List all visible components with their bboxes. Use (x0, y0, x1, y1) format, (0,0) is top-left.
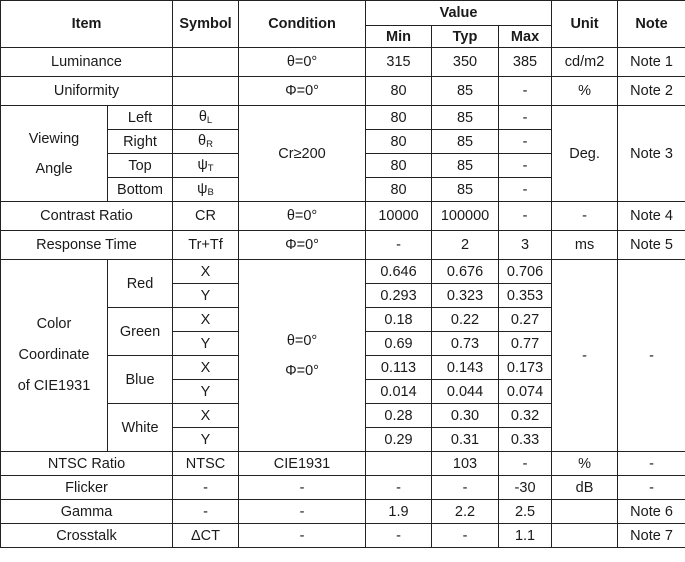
symbol-cell: CR (173, 202, 239, 231)
item-cell: NTSC Ratio (1, 452, 173, 476)
unit-cell: dB (552, 476, 618, 500)
item-line: Color (36, 316, 72, 332)
unit-cell: - (552, 202, 618, 231)
symbol-cell: Y (173, 428, 239, 452)
direction-cell: Left (108, 106, 173, 130)
item-cell: Gamma (1, 500, 173, 524)
max-cell: 0.33 (499, 428, 552, 452)
max-cell: 0.173 (499, 356, 552, 380)
unit-cell (552, 500, 618, 524)
symbol-cell: Y (173, 332, 239, 356)
header-unit: Unit (552, 1, 618, 48)
note-cell: Note 7 (618, 524, 685, 548)
item-cell: Crosstalk (1, 524, 173, 548)
symbol-glyph: ψ (197, 157, 208, 173)
condition-cell: - (239, 524, 366, 548)
max-cell: 3 (499, 231, 552, 260)
min-cell (366, 452, 432, 476)
table-row-ntsc (1, 452, 685, 476)
min-cell: 0.28 (366, 404, 432, 428)
max-cell: 0.706 (499, 260, 552, 284)
header-symbol: Symbol (173, 1, 239, 48)
symbol-subscript: B (207, 187, 214, 198)
color-name-cell: Blue (108, 356, 173, 404)
symbol-subscript: L (206, 115, 213, 126)
max-cell: 0.27 (499, 308, 552, 332)
symbol-cell: X (173, 260, 239, 284)
note-cell: - (618, 476, 685, 500)
typ-cell: 85 (432, 178, 499, 202)
condition-line: θ=0° (286, 332, 318, 349)
typ-cell: 0.143 (432, 356, 499, 380)
note-cell: Note 1 (618, 48, 685, 77)
min-cell: 0.646 (366, 260, 432, 284)
max-cell: 0.074 (499, 380, 552, 404)
color-coordinate-item (1, 260, 108, 452)
condition-cell: - (239, 476, 366, 500)
table-row-luminance (1, 48, 685, 77)
table-row-flicker (1, 476, 685, 500)
symbol-cell: - (173, 476, 239, 500)
max-cell: 2.5 (499, 500, 552, 524)
typ-cell: 0.676 (432, 260, 499, 284)
header-max: Max (499, 26, 552, 48)
typ-cell: 0.22 (432, 308, 499, 332)
table-row-uniformity (1, 77, 685, 106)
note-cell: Note 6 (618, 500, 685, 524)
min-cell: - (366, 231, 432, 260)
typ-cell: 100000 (432, 202, 499, 231)
direction-cell: Bottom (108, 178, 173, 202)
condition-cell (239, 260, 366, 452)
min-cell: 1.9 (366, 500, 432, 524)
max-cell: - (499, 178, 552, 202)
symbol-cell (173, 106, 239, 130)
note-cell: Note 2 (618, 77, 685, 106)
unit-cell: Deg. (552, 106, 618, 202)
max-cell: - (499, 154, 552, 178)
symbol-cell (173, 178, 239, 202)
item-cell: Flicker (1, 476, 173, 500)
item-line: of CIE1931 (17, 378, 91, 394)
typ-cell: 350 (432, 48, 499, 77)
symbol-cell: X (173, 404, 239, 428)
condition-cell: CIE1931 (239, 452, 366, 476)
item-line: Angle (35, 160, 73, 177)
max-cell: - (499, 202, 552, 231)
min-cell: 80 (366, 77, 432, 106)
item-cell: Response Time (1, 231, 173, 260)
typ-cell: 85 (432, 77, 499, 106)
symbol-cell: Y (173, 380, 239, 404)
table-row-contrast (1, 202, 685, 231)
min-cell: 80 (366, 106, 432, 130)
min-cell: 80 (366, 130, 432, 154)
min-cell: 0.69 (366, 332, 432, 356)
min-cell: 0.014 (366, 380, 432, 404)
max-cell: 0.77 (499, 332, 552, 356)
condition-cell: θ=0° (239, 202, 366, 231)
item-line: Coordinate (18, 347, 90, 363)
symbol-cell (173, 77, 239, 106)
symbol-glyph: θ (198, 133, 207, 149)
min-cell: 0.29 (366, 428, 432, 452)
max-cell: - (499, 77, 552, 106)
symbol-glyph: θ (198, 109, 207, 125)
min-cell: 80 (366, 178, 432, 202)
viewing-angle-item (1, 106, 108, 202)
typ-cell: - (432, 476, 499, 500)
typ-cell: 2 (432, 231, 499, 260)
min-cell: 80 (366, 154, 432, 178)
condition-cell: - (239, 500, 366, 524)
unit-cell (552, 524, 618, 548)
typ-cell: 0.73 (432, 332, 499, 356)
max-cell: - (499, 452, 552, 476)
header-note: Note (618, 1, 685, 48)
symbol-cell: Y (173, 284, 239, 308)
item-cell: Contrast Ratio (1, 202, 173, 231)
max-cell: - (499, 130, 552, 154)
header-typ: Typ (432, 26, 499, 48)
symbol-cell (173, 130, 239, 154)
direction-cell: Top (108, 154, 173, 178)
item-line: Viewing (28, 130, 80, 147)
table-row-crosstalk (1, 524, 685, 548)
symbol-subscript: R (206, 139, 213, 150)
table-row-red-x (1, 260, 685, 284)
header-item: Item (1, 1, 173, 48)
item-cell: Uniformity (1, 77, 173, 106)
header-row (1, 1, 685, 26)
symbol-cell: Tr+Tf (173, 231, 239, 260)
symbol-cell (173, 154, 239, 178)
typ-cell: 0.323 (432, 284, 499, 308)
table-row-response (1, 231, 685, 260)
min-cell: 315 (366, 48, 432, 77)
unit-cell: % (552, 77, 618, 106)
typ-cell: 0.044 (432, 380, 499, 404)
min-cell: 0.113 (366, 356, 432, 380)
symbol-subscript: T (207, 163, 214, 174)
typ-cell: - (432, 524, 499, 548)
min-cell: 0.18 (366, 308, 432, 332)
note-cell: Note 4 (618, 202, 685, 231)
typ-cell: 0.30 (432, 404, 499, 428)
header-condition: Condition (239, 1, 366, 48)
max-cell: 0.353 (499, 284, 552, 308)
min-cell: - (366, 524, 432, 548)
symbol-cell: X (173, 356, 239, 380)
symbol-cell (173, 48, 239, 77)
min-cell: - (366, 476, 432, 500)
unit-cell: - (552, 260, 618, 452)
typ-cell: 85 (432, 130, 499, 154)
condition-line: Φ=0° (285, 362, 319, 379)
note-cell: Note 3 (618, 106, 685, 202)
min-cell: 10000 (366, 202, 432, 231)
typ-cell: 0.31 (432, 428, 499, 452)
typ-cell: 103 (432, 452, 499, 476)
condition-cell: Φ=0° (239, 77, 366, 106)
min-cell: 0.293 (366, 284, 432, 308)
note-cell: Note 5 (618, 231, 685, 260)
max-cell: 385 (499, 48, 552, 77)
item-cell: Luminance (1, 48, 173, 77)
header-min: Min (366, 26, 432, 48)
condition-cell: θ=0° (239, 48, 366, 77)
color-name-cell: Green (108, 308, 173, 356)
typ-cell: 85 (432, 106, 499, 130)
note-cell: - (618, 452, 685, 476)
color-name-cell: White (108, 404, 173, 452)
table-row-viewing-left (1, 106, 685, 130)
typ-cell: 85 (432, 154, 499, 178)
unit-cell: cd/m2 (552, 48, 618, 77)
condition-cell: Cr≥200 (239, 106, 366, 202)
unit-cell: ms (552, 231, 618, 260)
symbol-cell: ΔCT (173, 524, 239, 548)
table-row-gamma (1, 500, 685, 524)
symbol-cell: - (173, 500, 239, 524)
direction-cell: Right (108, 130, 173, 154)
note-cell: - (618, 260, 685, 452)
symbol-cell: X (173, 308, 239, 332)
typ-cell: 2.2 (432, 500, 499, 524)
max-cell: - (499, 106, 552, 130)
header-value: Value (366, 1, 552, 26)
unit-cell: % (552, 452, 618, 476)
max-cell: 1.1 (499, 524, 552, 548)
condition-cell: Φ=0° (239, 231, 366, 260)
symbol-cell: NTSC (173, 452, 239, 476)
max-cell: 0.32 (499, 404, 552, 428)
color-name-cell: Red (108, 260, 173, 308)
symbol-glyph: ψ (197, 181, 208, 197)
max-cell: -30 (499, 476, 552, 500)
